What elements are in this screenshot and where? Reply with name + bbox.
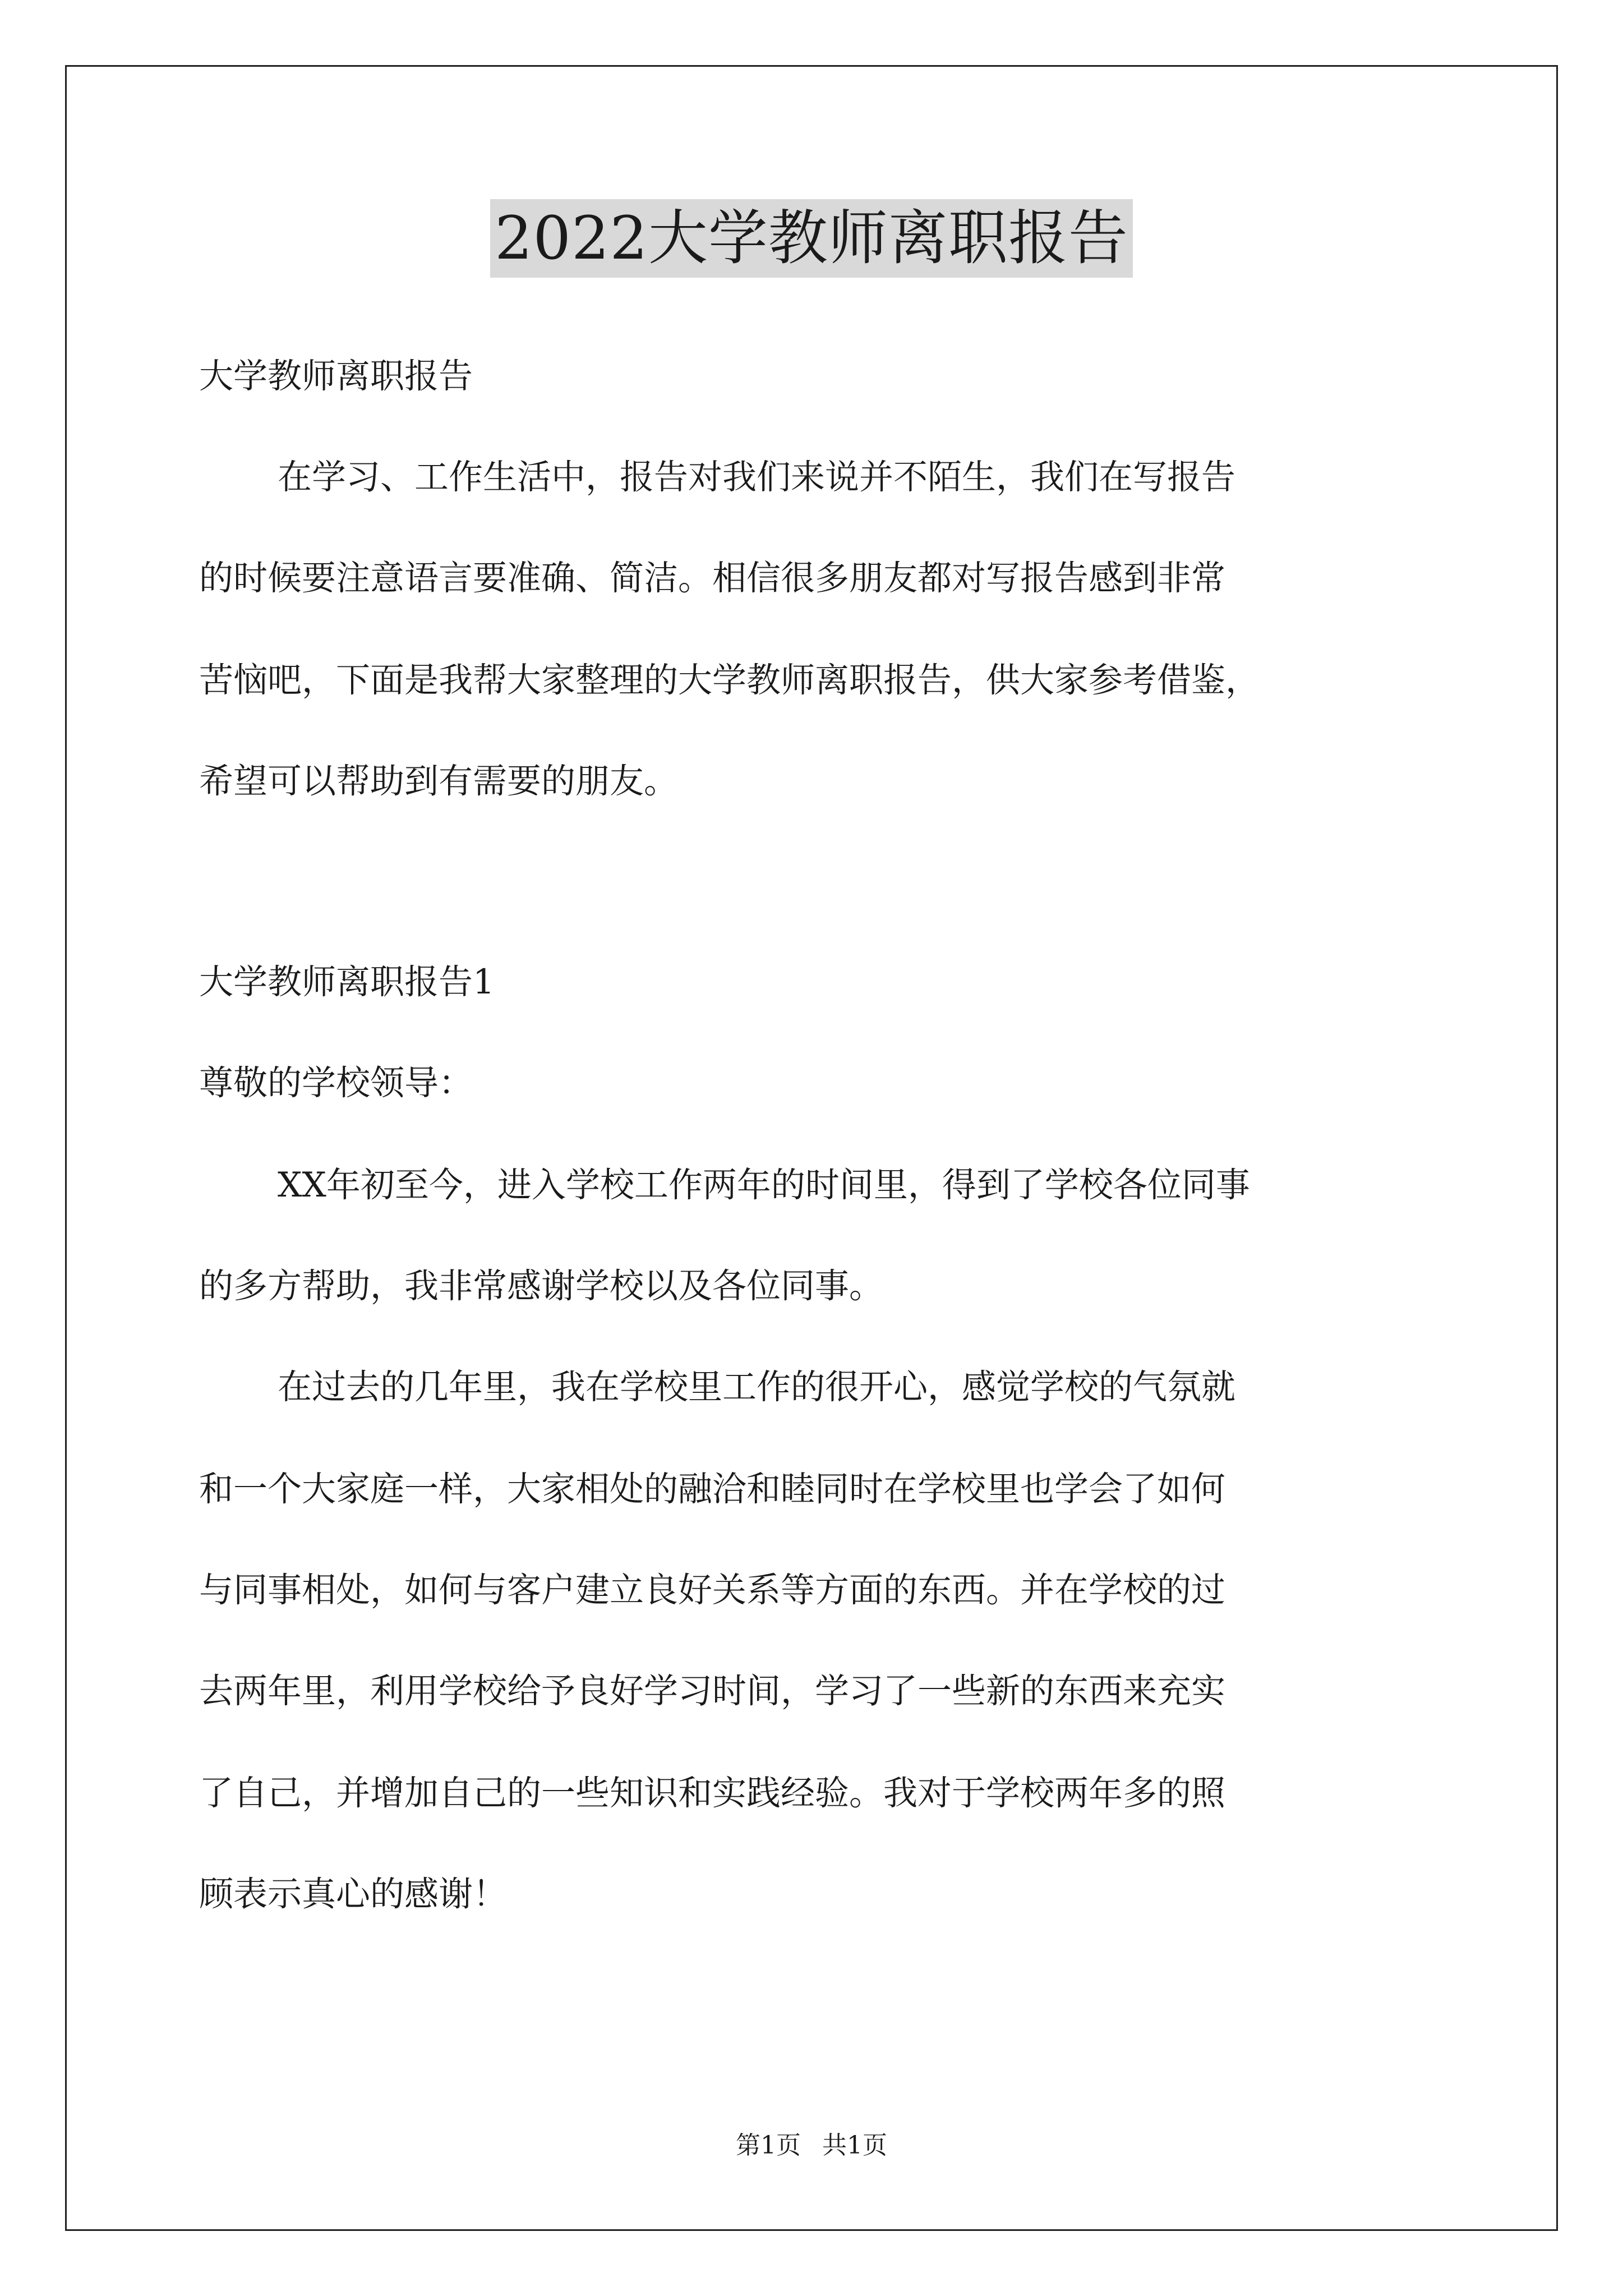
paragraph-line: 在过去的几年里，我在学校里工作的很开心，感觉学校的气氛就	[278, 1367, 1236, 1407]
paragraph-line: 了自己，并增加自己的一些知识和实践经验。我对于学校两年多的照	[199, 1773, 1226, 1813]
page-footer	[0, 2129, 1623, 2162]
document-title: 2022大学教师离职报告	[490, 199, 1133, 278]
paragraph-line: XX年初至今，进入学校工作两年的时间里，得到了学校各位同事	[278, 1165, 1250, 1205]
heading-line: 大学教师离职报告	[199, 356, 473, 396]
paragraph-line: 顾表示真心的感谢！	[199, 1874, 508, 1914]
paragraph-line: 苦恼吧，下面是我帮大家整理的大学教师离职报告，供大家参考借鉴，	[199, 660, 1260, 700]
paragraph-line: 在学习、工作生活中，报告对我们来说并不陌生，我们在写报告	[278, 457, 1236, 497]
page-number-current: 第1页	[736, 2131, 801, 2160]
page-number-total: 共1页	[822, 2131, 887, 2160]
paragraph-line: 和一个大家庭一样，大家相处的融洽和睦同时在学校里也学会了如何	[199, 1469, 1226, 1509]
section-heading: 大学教师离职报告1	[199, 962, 495, 1002]
paragraph-line: 去两年里，利用学校给予良好学习时间，学习了一些新的东西来充实	[199, 1671, 1226, 1711]
paragraph-line: 希望可以帮助到有需要的朋友。	[199, 761, 679, 801]
salutation-line: 尊敬的学校领导：	[199, 1063, 473, 1103]
paragraph-line: 与同事相处，如何与客户建立良好关系等方面的东西。并在学校的过	[199, 1570, 1226, 1610]
paragraph-line: 的时候要注意语言要准确、简洁。相信很多朋友都对写报告感到非常	[199, 558, 1226, 598]
paragraph-line: 的多方帮助，我非常感谢学校以及各位同事。	[199, 1266, 884, 1306]
title-area	[0, 199, 1623, 278]
